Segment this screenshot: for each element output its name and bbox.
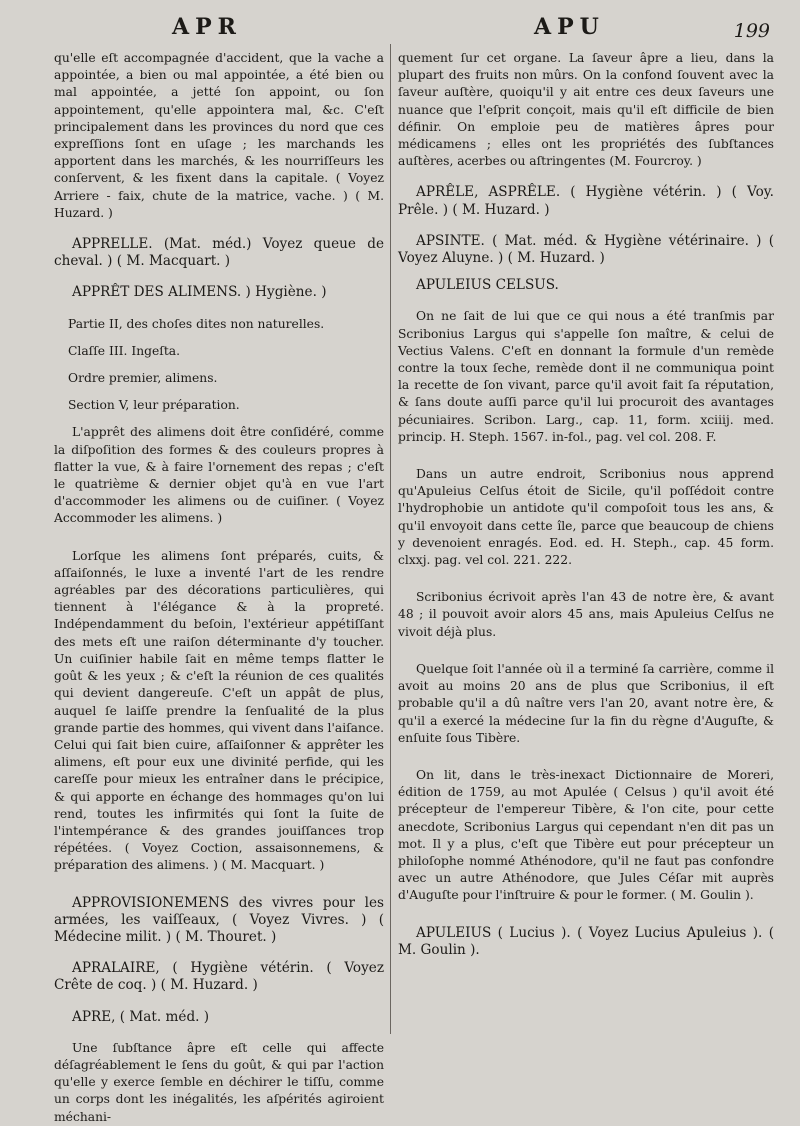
entry-apralaire: APRALAIRE, ( Hygiène vétérin. ( Voyez Crête de coq. ) ( M. Huzard. ): [54, 960, 384, 994]
paragraph-apre-definition: Une ſubſtance âpre eſt celle qui affecte déſagréablement le ſens du goût, & qui par l'action qu'elle y exerce ſemble en déchirer le tiſſu, comme un corps dont les inégalités, les aſpérités agiroient méchani-: [54, 1040, 384, 1124]
entry-approvisionemens: APPROVISIONEMENS des vivres pour les armées, les vaiſſeaux, ( Voyez Vivres. ) ( Médecine milit. ) ( M. Thouret. ): [54, 894, 384, 945]
classification-ordre: Ordre premier, alimens.: [68, 371, 218, 386]
column-divider: [390, 44, 391, 1034]
left-column: [54, 50, 384, 1126]
entry-apprêt-des-alimens: APPRÊT DES ALIMENS. ) Hygiène. ): [72, 284, 327, 301]
paragraph-apre-continued: quement ſur cet organe. La ſaveur âpre a lieu, dans la plupart des fruits non mûrs. On la confond ſouvent avec la ſaveur auſtère, quoiqu'il y ait entre ces deux ſaveurs une nuance que l'eſprit conçoit, mais qu'il eſt difficile de bien définir. On emploie peu de matières âpres pour médicamens ; elles ont les propriétés des ſubſtances auſtères, acerbes ou aſtringentes (M. Fourcroy. ): [398, 51, 774, 169]
entry-aprele: APRÊLE, ASPRÊLE. ( Hygiène vétérin. ) ( Voy. Prêle. ) ( M. Huzard. ): [398, 184, 774, 218]
paragraph-decorations: Lorſque les alimens ſont préparés, cuits, & aſſaiſonnés, le luxe a inventé l'art de les rendre agréables par des décorations particulières, qui tiennent à l'élégance & à la propreté. Indépendamment du beſoin, l'extérieur appétiſſant des mets eſt une raiſon déterminante d'y toucher. Un cuiſinier habile ſait en même temps flatter le goût & les yeux ; & c'eſt la réunion de ces qualités qui devient dangereuſe. C'eſt un appât de plus, auquel ſe laiſſe prendre la ſenſualité de la plus grande partie des hommes, qui vivent dans l'aiſance. Celui qui ſait bien cuire, aſſaiſonner & apprêter les alimens, eſt pour eux une divinité perfide, qui les careſſe pour mieux les entraîner dans le précipice, & qui apporte en échange des hommages qu'on lui rend, toutes les infirmités qui ſont la ſuite de l'intempérance & des grandes jouiſſances trop répétées. ( Voyez Coction, assaisonnemens, & préparation des alimens. ) ( M. Macquart. ): [54, 548, 384, 873]
page-number: 199: [733, 20, 770, 42]
entry-apre: APRE, ( Mat. méd. ): [72, 1008, 210, 1025]
paragraph-scribonius-toux: On ne ſait de lui que ce qui nous a été tranſmis par Scribonius Largus qui s'appelle ſon maître, & celui de Vectius Valens. C'eſt en donnant la formule d'un remède contre la toux ſeche, remède dont il ne communiqua point la recette de ſon vivant, parce qu'il avoit fait ſa réputation, & ſans doute auſſi parce qu'il lui procuroit des avantages pécuniaires. Scribon. Larg., cap. 11, form. xciiij. med. princip. H. Steph. 1567. in-fol., pag. vel col. 208. F.: [398, 309, 774, 444]
classification-partie: Partie II, des choſes dites non naturelles.: [68, 316, 325, 331]
running-head-left: APR: [172, 14, 242, 40]
classification-section: Section V, leur préparation.: [68, 398, 240, 413]
paragraph-apprêt-definition: L'apprêt des alimens doit être conſidéré, comme la diſpoſition des formes & des couleurs propres à flatter la vue, & à faire l'ornement des repas ; c'eſt le quatrième & dernier objet qu'à en vue l'art d'accommoder les alimens ou de cuiſiner. ( Voyez Accommoder les alimens. ): [54, 425, 384, 526]
classification-classe: Claſſe III. Ingeſta.: [68, 343, 181, 358]
paragraph-moreri: On lit, dans le très-inexact Dictionnaire de Moreri, édition de 1759, au mot Apulée ( Celsus ) qu'il avoit été précepteur de l'empereur Tibère, & l'on cite, pour cette anecdote, Scribonius Largus qui cependant n'en dit pas un mot. Il y a plus, c'eſt que Tibère eut pour précepteur un philoſophe nommé Athénodore, qu'il ne faut pas confondre avec un autre Athénodore, que Jules Céſar mit auprès d'Auguſte pour l'inſtruire & pour le former. ( M. Goulin ).: [398, 767, 774, 903]
paragraph-hydrophobie: Dans un autre endroit, Scribonius nous apprend qu'Apuleius Celſus étoit de Sicile, qu'il poſſédoit contre l'hydrophobie un antidote qu'il compoſoit tous les ans, & qu'il envoyoit dans cette île, parce que beaucoup de chiens y devenoient enragés. Eod. ed. H. Steph., cap. 45 form. clxxj. pag. vel col. 221. 222.: [398, 467, 774, 568]
entry-apuleius-lucius: APULEIUS ( Lucius ). ( Voyez Lucius Apuleius ). ( M. Goulin ).: [398, 924, 774, 958]
paragraph-dates: Scribonius écrivoit après l'an 43 de notre ère, & avant 48 ; il pouvoit avoir alors 45 ans, mais Apuleius Celſus ne vivoit déjà plus.: [398, 590, 774, 639]
paragraph-appoint: qu'elle eſt accompagnée d'accident, que la vache a appointée, a bien ou mal appointée, a été bien ou mal appointée, a jetté ſon appoint, ou ſon appointement, qu'elle appointera mal, &c. C'eſt principalement dans les provinces du nord que ces expreſſions ſont en uſage ; les marchands les apportent dans les marchés, & les nourriſſeurs les conſervent, & les fixent dans la capitale. ( Voyez Arriere - faix, chute de la matrice, vache. ) ( M. Huzard. ): [54, 51, 384, 220]
running-head-center: APU: [534, 14, 605, 40]
entry-apuleius-celsus: APULEIUS CELSUS.: [416, 277, 559, 294]
right-column: [398, 50, 774, 959]
entry-apsinte: APSINTE. ( Mat. méd. & Hygiène vétérinaire. ) ( Voyez Aluyne. ) ( M. Huzard. ): [398, 232, 774, 267]
paragraph-carriere: Quelque ſoit l'année où il a terminé ſa carrière, comme il avoit au moins 20 ans de plus que Scribonius, il eſt probable qu'il a dû naître vers l'an 20, avant notre ère, & qu'il a exercé la médecine ſur la fin du règne d'Auguſte, & enſuite ſous Tibère.: [398, 661, 774, 745]
entry-apprelle: APPRELLE. (Mat. méd.) Voyez queue de cheval. ) ( M. Macquart. ): [54, 236, 384, 270]
